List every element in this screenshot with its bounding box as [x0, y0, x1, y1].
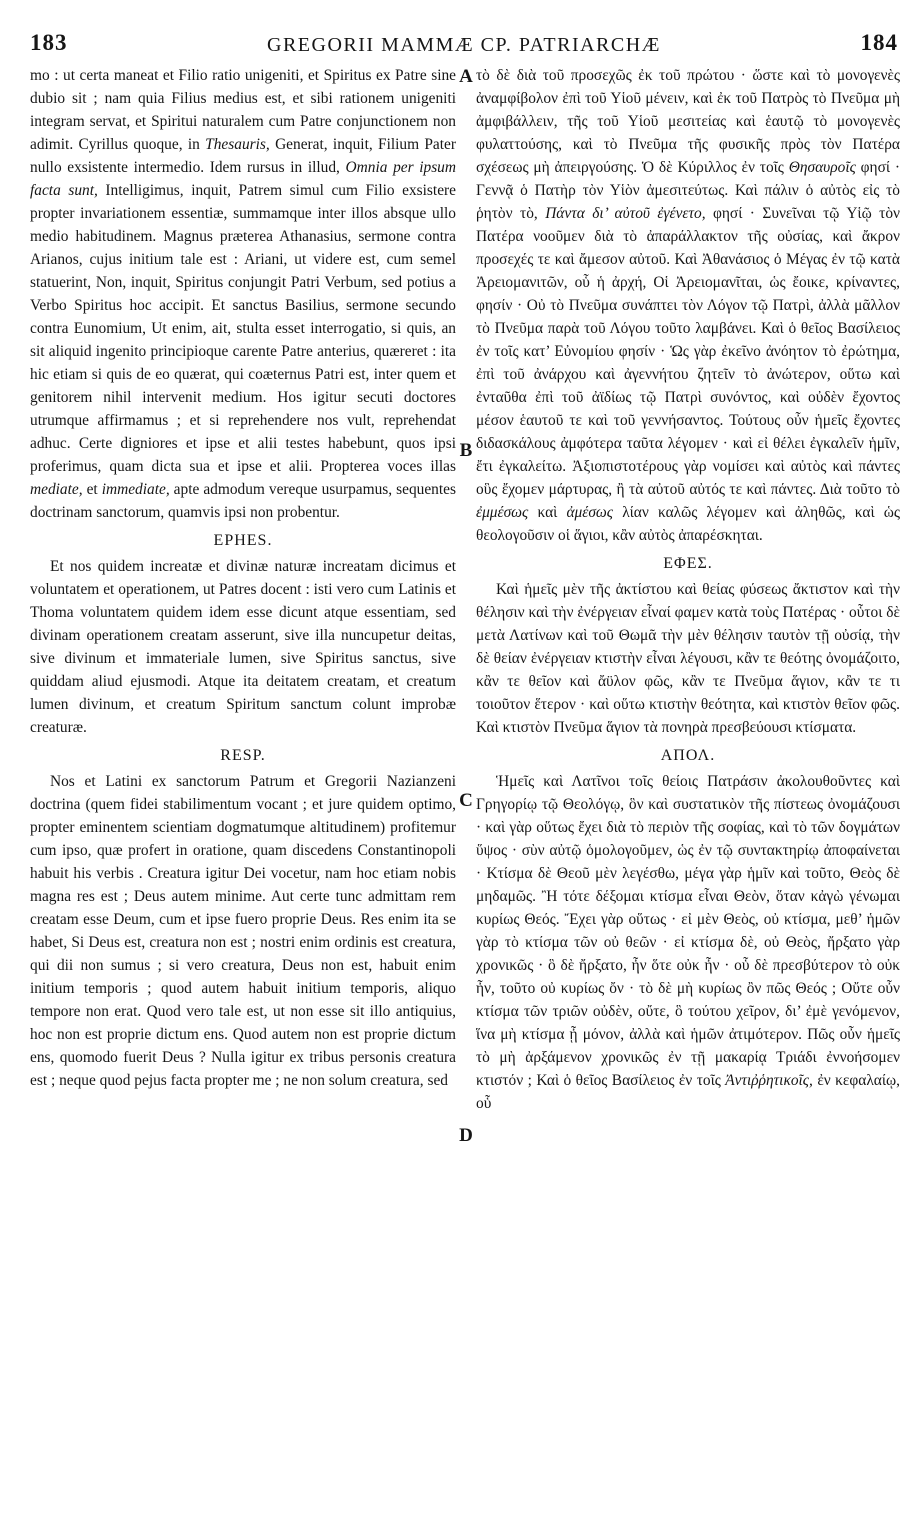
latin-paragraph: Nos et Latini ex sanctorum Patrum et Gregorii Nazianzeni doctrina (quem fidei stabilimentum vocant ; et jure quidem optimo, propter eminentem scientiam dogmatumque altitudinem) profitemur cum ipso, quæ profert in oratione, quam discedens Constantinopoli habuit his verbis . Creatura igitur Dei vocetur, nam hoc etiam nobis magna res est ; Deus autem minime. Aut certe tunc admittam rem creatam esse Deum, cum et ipse fuero proprie Deus. Res enim ita se habet, Si Deus est, creatura non est ; nostri enim ordinis est creatura, qui dii non sumus ; si vero creatura, Deus non est, habuit enim initium temporis ; quod autem habuit initium temporis, aliquo tempore non erat. Quod vero tale est, ut non esse sit illo antiquius, hoc non est proprie dictum ens. Quod autem non est proprie dictum ens, quomodo fuerit Deus ? Nulla igitur ex tribus personis creatura est ; neque quod pejus facta propter me ; ne non solum creatura, sed [30, 773, 456, 1089]
latin-heading-ephes: EPHES. [213, 532, 273, 549]
section-letter-b: B [459, 440, 473, 461]
greek-heading-apol: ΑΠΟΛ. [660, 747, 716, 764]
page-number-left: 183 [30, 30, 68, 55]
page-header [28, 26, 900, 66]
greek-heading-ephes: ΕΦΕΣ. [663, 555, 713, 572]
greek-column [476, 64, 900, 1522]
greek-paragraph: τὸ δὲ διὰ τοῦ προσεχῶς ἐκ τοῦ πρώτου · ὥστε καὶ τὸ μονογενὲς ἀναμφίβολον ἐπὶ τοῦ Υἱοῦ μένειν, καὶ ἐκ τοῦ Πατρὸς τὸ Πνεῦμα μὴ ἀμφιβάλλειν, τῆς τοῦ Υἱοῦ μεσιτείας καὶ ἑαυτῷ τὸ μονογενὲς φυλαττούσης, καὶ τὸ Πνεῦμα τῆς φυσικῆς πρὸς τὸν Πατέρα σχέσεως μὴ ἀπειργούσης. Ὁ δὲ Κύριλλος ἐν τοῖς Θησαυροῖς φησί · Γεννᾷ ὁ Πατὴρ τὸν Υἱὸν ἀμεσιτεύτως. Καὶ πάλιν ὁ αὐτὸς εἰς τὸ ῥητὸν τὸ, Πάντα δι’ αὐτοῦ ἐγένετο, φησί · Συνεῖναι τῷ Υἱῷ τὸν Πατέρα νοοῦμεν διὰ τὸ ἀπαράλλακτον τῆς οὐσίας, καὶ ἄκρον προσεχές τε καὶ ἄμεσον αὐτοῦ. Καὶ Ἀθανάσιος ὁ Μέγας ἐν τῷ κατὰ Ἀρειομανιτῶν, οὗ ἡ ἀρχή, Οἱ Ἀρειομανῖται, ὡς ἔοικε, κρίναντες, φησίν · Οὐ τὸ Πνεῦμα συνάπτει τὸν Λόγον τῷ Πατρὶ, ἀλλὰ μᾶλλον τὸ Πνεῦμα παρὰ τοῦ Λόγου τοῦτο λαμβάνει. Καὶ ὁ θεῖος Βασίλειος ἐν τοῖς κατ’ Εὐνομίου φησίν · Ὡς γὰρ ἐκεῖνο ἀνόητον τὸ ἐρώτημα, ἐπὶ τοῦ ἀνάρχου καὶ ἀγεννήτου ζητεῖν τὸ ἀνώτερον, οὕτω καὶ ἐνταῦθα ἐπὶ τοῦ ἀϊδίως τῷ Πατρὶ συνόντος, καὶ οὐδὲν ἔχοντος μέσον ἑαυτοῦ τε καὶ τοῦ γεννήσαντος. Τούτους οὖν ἡμεῖς ἔχοντες διδασκάλους ἀμφότερα ταῦτα λέγομεν · καὶ εἰ θέλει ἐγκαλεῖν ἡμῖν, ἔτι ἐγκαλείτω. Ἀξιοπιστοτέρους γὰρ νομίσει καὶ αὐτὸς καὶ πάντες οὓς ἔχομεν μάρτυρας, ἢ τὰ αὐτοῦ αὐτός τε καὶ πάντες. Διὰ τοῦτο τὸ ἐμμέσως καὶ ἀμέσως λίαν καλῶς λέγομεν καὶ ἀληθῶς, καὶ ὡς θεολογοῦσιν οἱ ἅγιοι, κἂν αὐτὸς ἀπαρέσκηται. [476, 67, 900, 544]
running-title: GREGORII MAMMÆ CP. PATRIARCHÆ [267, 34, 661, 56]
page-number-right: 184 [860, 30, 898, 55]
section-letter-d: D [459, 1125, 473, 1146]
greek-paragraph: Καὶ ἡμεῖς μὲν τῆς ἀκτίστου καὶ θείας φύσεως ἄκτιστον καὶ τὴν θέλησιν καὶ τὴν ἐνέργειαν εἶναί φαμεν κατὰ τοὺς Πατέρας · οὗτοι δὲ μετὰ Λατίνων καὶ τοῦ Θωμᾶ τὴν μὲν θέλησιν ταυτὸν τῇ οὐσίᾳ, τὴν δὲ θείαν ἐνέργειαν κτιστὴν εἶναι λέγουσι, κἂν τε θεότης ὀνομάζοιτο, κἂν τε θεῖον καὶ ἄϋλον φῶς, κἂν τε Πνεῦμα ἅγιον, κἂν τε τι τοιοῦτον ἕτερον · καὶ οὕτω κτιστὴν θεότητα, καὶ κτιστὸν θεῖον φῶς. Καὶ κτιστὸν Πνεῦμα ἅγιον τὰ πονηρὰ πρεσβεύουσι κτίσματα. [476, 581, 900, 736]
section-letter-a: A [459, 66, 473, 87]
latin-paragraph: mo : ut certa maneat et Filio ratio unigeniti, et Spiritus ex Patre sine dubio sit ; nam quia Filius medius est, et sibi rationem unigeniti integram servat, et Spiritui naturalem cum Patre conjunctionem non adimit. Cyrillus quoque, in Thesauris, Generat, inquit, Filium Pater nullo exsistente intermedio. Idem rursus in illud, Omnia per ipsum facta sunt, Intelligimus, inquit, Patrem simul cum Filio exsistere propter invariationem essentiæ, summamque inter illos absque ullo medio habitudinem. Magnus præterea Athanasius, sermone contra Arianos, cujus initium tale est : Ariani, ut videre est, cum semel statuerint, Non, inquit, Spiritus conjungit Patri Verbum, sed potius a Verbo Spiritus hoc accipit. Et sanctus Basilius, sermone secundo contra Eunomium, Ut enim, ait, stulta esset interrogatio, si quis, an sit aliquid ingenito principioque carente Patre anterius, quæreret : ita hic etiam si quis de eo quærat, qui coæternus Patri est, inter quem et genitorem nihil intervenit medium. Hos igitur secuti doctores utrumque affirmamus ; et si reprehendere nos vult, reprehendat adhuc. Certe digniores et ipse et alii testes habebunt, quos ipsi proferimus, quam dicta sua et ipse et alii. Propterea voces illas mediate, et immediate, apte admodum vereque usurpamus, sequentes doctrinam sanctorum, quamvis ipsi non probentur. [30, 67, 456, 521]
greek-paragraph: Ἡμεῖς καὶ Λατῖνοι τοῖς θείοις Πατράσιν ἀκολουθοῦντες καὶ Γρηγορίῳ τῷ Θεολόγῳ, ὃν καὶ συστατικὸν τῆς πίστεως ὀνομάζουσι · καὶ γὰρ οὕτως ἔχει διὰ τὸ περιὸν τῆς σοφίας, καὶ τὸ τῶν δογμάτων ὕψος · σὺν αὐτῷ ὁμολογοῦμεν, ὡς ἐν τῷ συντακτηρίῳ ἀποφαίνεται · Κτίσμα δὲ Θεοῦ μὲν λεγέσθω, μέγα γὰρ ἡμῖν καὶ τοῦτο, Θεὸς δὲ μηδαμῶς. Ἢ τότε δέξομαι κτίσμα εἶναι Θεὸν, ὅταν κἀγὼ γένωμαι κυρίως Θεός. Ἔχει γὰρ οὕτως · εἰ μὲν Θεὸς, οὐ κτίσμα, μεθ’ ἡμῶν γὰρ τὸ κτίσμα τῶν οὐ θεῶν · εἰ κτίσμα δὲ, οὐ Θεὸς, ἤρξατο γὰρ χρονικῶς · ὃ δὲ ἤρξατο, ἦν ὅτε οὐκ ἦν · οὗ δὲ πρεσβύτερον τὸ οὐκ ἦν, τοῦτο οὐ κυρίως ὄν · τὸ δὲ μὴ κυρίως ὂν πῶς Θεός ; Οὔτε οὖν κτίσμα τῶν τριῶν οὐδὲν, οὔτε, ὃ τούτου χεῖρον, δι’ ἐμὲ γενόμενον, ἵνα μὴ κτίσμα ᾖ μόνον, ἀλλὰ καὶ ἡμῶν ἀτιμότερον. Πῶς οὖν ἡμεῖς τὸ μὴ ἀρξάμενον χρονικῶς ἐν τῇ μακαρίᾳ Τριάδι ἐννοήσομεν κτιστόν ; Καὶ ὁ θεῖος Βασίλειος ἐν τοῖς Ἀντιῤῥητικοῖς, ἐν κεφαλαίῳ, οὗ [476, 773, 900, 1112]
latin-heading-resp: RESP. [220, 747, 266, 764]
latin-paragraph: Et nos quidem increatæ et divinæ naturæ increatam dicimus et voluntatem et operationem, ut Patres docent : isti vero cum Latinis et Thoma voluntatem quidem idem esse dicunt atque essentiam, sed divinam operationem creatam asserunt, sive illa nuncupetur deitas, sive divinum et immateriale lumen, sive Spiritus sanctus, sive quiddam aliud ejusmodi. Atque ita deitatem creatam, et creatum lumen divinum, et creatum Spiritum sanctum colunt improbæ creaturæ. [30, 558, 456, 736]
latin-column [30, 64, 456, 1522]
section-letter-c: C [459, 790, 473, 811]
